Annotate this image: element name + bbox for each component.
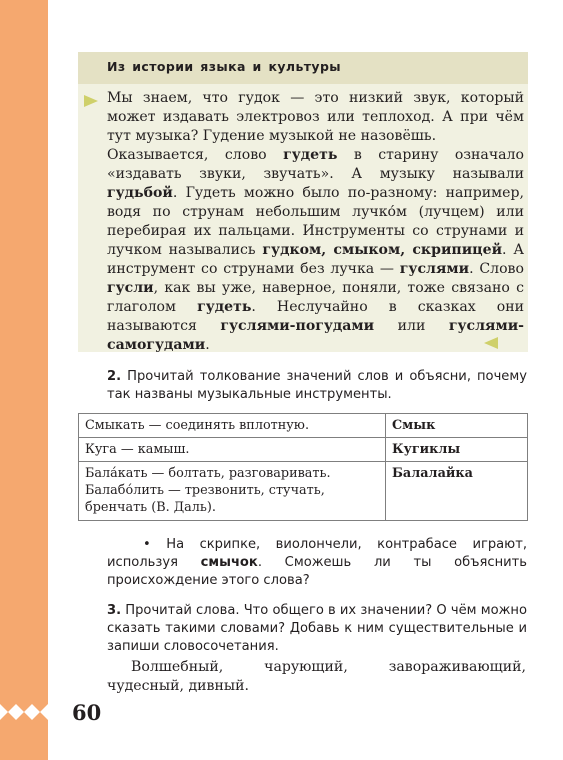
term-gusli-plural: гуслями xyxy=(399,261,470,277)
table-cell-definition: Смыкать — соединять вплотную. xyxy=(79,414,386,438)
term-gusli-pogudy: гуслями-погудами xyxy=(220,318,375,334)
task-2-number: 2. xyxy=(107,369,122,384)
side-band xyxy=(0,0,48,760)
table-cell-instrument: Балалайка xyxy=(386,462,528,521)
diamond-ornament-icon xyxy=(0,702,64,722)
table-row xyxy=(79,438,528,462)
bullet-task: • На скрипке, виолончели, контрабасе играют, используя смычок. Сможешь ли ты объяснить происхождение этого слова? xyxy=(107,537,527,588)
history-paragraph-2: Оказывается, слово гудеть в старину означало «издавать звуки, звучать». А музыку называли гудьбой. Гудеть можно было по-разному: например, водя по струнам небольшим лучко́м (лучцем) или перебирая их пальцами. Инструменты со струнами и лучком назывались гудком, смыком, скрипицей. А инструмент со струнами без лучка — гуслями. Слово гусли, как вы уже, наверное, поняли, тоже связано с глаголом гудеть. Неслучайно в сказках они называются гуслями-погудами или гуслями-самогудами. xyxy=(107,147,524,353)
term-smychok: смычок xyxy=(200,555,258,570)
task-3-text: Прочитай слова. Что общего в их значении? О чём можно сказать такими словами? Добавь к ним существительные и запиши словосочетания. xyxy=(107,603,527,654)
bullet-icon: • xyxy=(143,537,151,552)
term-gudet-2: гудеть xyxy=(197,299,252,315)
term-gudet: гудеть xyxy=(283,147,338,163)
task-3-number: 3. xyxy=(107,603,122,618)
meaning-table xyxy=(78,413,528,521)
table-cell-instrument: Кугиклы xyxy=(386,438,528,462)
task-2 xyxy=(107,368,527,404)
history-paragraph-1: Мы знаем, что гудок — это низкий звук, который может издавать электровоз или теплоход. А при чём тут музыка? Гудение музыкой не назовёшь. xyxy=(107,90,524,144)
term-gusli-samogudy: гуслями-самогудами xyxy=(107,318,524,353)
term-instruments: гудком, смыком, скрипицей xyxy=(262,242,503,258)
table-cell-definition: Бала́кать — болтать, разговаривать. Балабо́лить — трезвонить, стучать, бренчать (В. Даль). xyxy=(79,462,386,521)
term-gudba: гудьбой xyxy=(107,185,173,201)
history-title: Из истории языка и культуры xyxy=(107,59,342,74)
task-2-text: Прочитай толкование значений слов и объясни, почему так названы музыкальные инструменты. xyxy=(107,369,527,402)
page-number: 60 xyxy=(72,700,102,725)
word-list: Волшебный, чарующий, завораживающий, чудесный, дивный. xyxy=(107,659,526,694)
term-gusli: гусли xyxy=(107,280,154,296)
table-row xyxy=(79,414,528,438)
task-3 xyxy=(107,602,527,656)
text-start-marker-icon xyxy=(84,95,98,107)
table-cell-instrument: Смык xyxy=(386,414,528,438)
table-cell-definition: Куга — камыш. xyxy=(79,438,386,462)
table-row xyxy=(79,462,528,521)
history-text xyxy=(107,89,524,355)
text-end-marker-icon xyxy=(484,337,498,349)
